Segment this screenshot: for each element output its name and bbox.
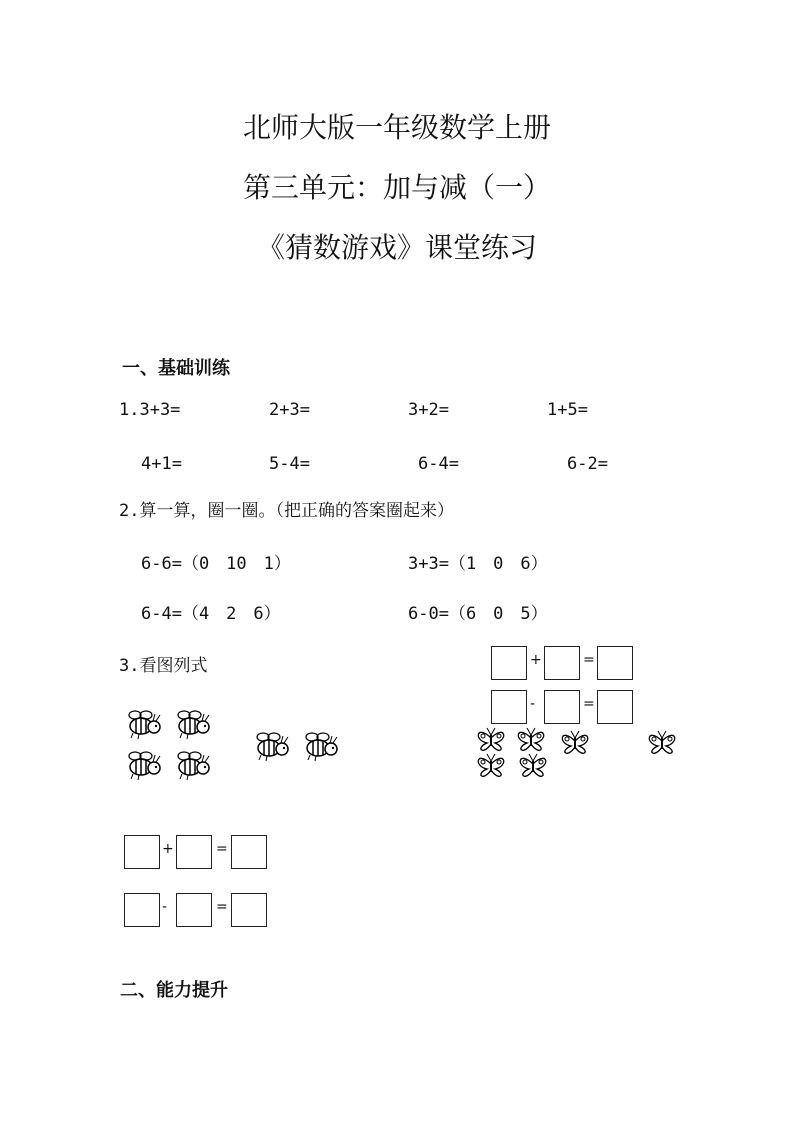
section-2-heading: 二、能力提升 <box>120 980 228 1001</box>
bee-icon <box>257 733 288 761</box>
butterfly-icon <box>478 754 503 776</box>
butterfly-icon <box>478 728 503 750</box>
q1-expr-4: 1+5= <box>547 400 588 420</box>
bee-icon <box>129 752 160 780</box>
q3-prompt: 3.看图列式 <box>119 656 208 676</box>
equals-sign: = <box>216 899 228 915</box>
bee-icon <box>178 711 209 739</box>
q1-expr-8: 6-2= <box>567 454 608 474</box>
section-1-heading: 一、基础训练 <box>122 358 230 379</box>
q2-item-4: 6-0=（6 0 5） <box>408 604 548 624</box>
butterfly-icon <box>649 731 674 753</box>
equals-sign: = <box>583 652 595 668</box>
answer-box[interactable] <box>231 835 267 869</box>
q2-prompt: 2.算一算，圈一圈。（把正确的答案圈起来） <box>119 501 454 521</box>
answer-box[interactable] <box>124 893 160 927</box>
answer-box[interactable] <box>176 835 212 869</box>
bee-icon <box>129 711 160 739</box>
q1-expr-6: 5-4= <box>269 454 310 474</box>
bee-icon <box>306 733 337 761</box>
q1-expr-3: 3+2= <box>408 400 449 420</box>
q1-expr-2: 2+3= <box>269 400 310 420</box>
q1-expr-1: 1.3+3= <box>119 400 181 420</box>
q1-expr-7: 6-4= <box>418 454 459 474</box>
minus-sign: - <box>162 899 168 915</box>
q2-item-3: 6-4=（4 2 6） <box>141 604 281 624</box>
answer-box[interactable] <box>231 893 267 927</box>
q2-item-1: 6-6=（0 10 1） <box>141 554 291 574</box>
plus-sign: + <box>530 652 542 668</box>
title-line-1: 北师大版一年级数学上册 <box>242 111 551 144</box>
butterfly-icon <box>562 731 587 753</box>
title-line-2: 第三单元：加与减（一） <box>242 171 551 204</box>
equals-sign: = <box>216 841 228 857</box>
answer-box[interactable] <box>124 835 160 869</box>
bee-icon <box>178 752 209 780</box>
minus-sign: - <box>530 696 536 712</box>
q2-item-2: 3+3=（1 0 6） <box>408 554 548 574</box>
title-line-3: 《猜数游戏》课堂练习 <box>256 231 537 264</box>
plus-sign: + <box>162 841 174 857</box>
q1-expr-5: 4+1= <box>141 454 182 474</box>
butterfly-icon <box>520 754 545 776</box>
butterfly-icon <box>518 728 543 750</box>
answer-box[interactable] <box>176 893 212 927</box>
equals-sign: = <box>583 696 595 712</box>
